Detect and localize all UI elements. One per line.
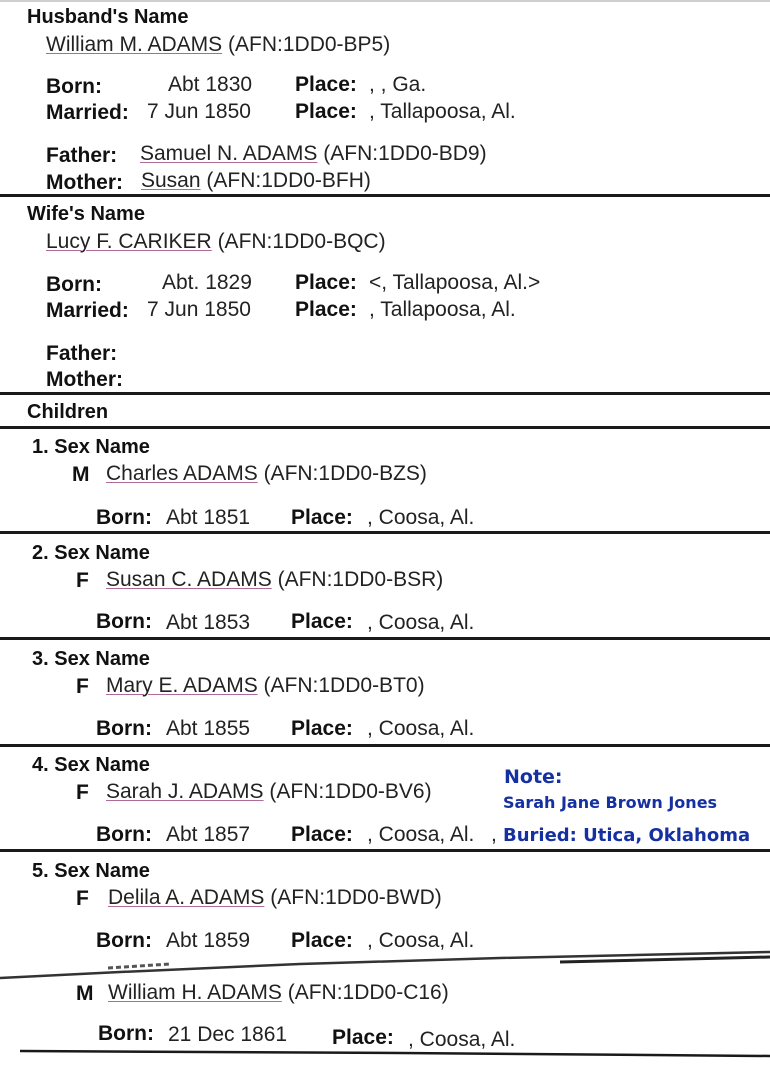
husband-father-label: Father: xyxy=(46,144,118,167)
husband-married-place-label: Place: xyxy=(295,100,357,123)
child-2-name-link[interactable]: Susan C. ADAMS xyxy=(106,568,272,591)
child-2-place-label: Place: xyxy=(291,610,353,633)
wife-afn: (AFN:1DD0-BQC) xyxy=(217,230,386,253)
child-3-afn: (AFN:1DD0-BT0) xyxy=(263,674,425,697)
child-3-place: , Coosa, Al. xyxy=(367,717,475,740)
child-5-born-label: Born: xyxy=(96,929,152,952)
husband-father-link[interactable]: Samuel N. ADAMS xyxy=(140,142,318,165)
child-4-sex: F xyxy=(76,781,89,804)
child-6-place-label: Place: xyxy=(332,1026,394,1049)
husband-married-date: 7 Jun 1850 xyxy=(147,100,251,123)
rule-wife-children xyxy=(0,392,770,395)
rule-child-4 xyxy=(0,849,770,852)
husband-mother-label: Mother: xyxy=(46,171,123,194)
rule-child-2 xyxy=(0,637,770,640)
child-4-born-date: Abt 1857 xyxy=(166,823,251,846)
child-1-afn: (AFN:1DD0-BZS) xyxy=(263,462,427,485)
child-2-place: , Coosa, Al. xyxy=(367,611,475,634)
husband-born-place: , , Ga. xyxy=(369,73,427,96)
wife-married-place-label: Place: xyxy=(295,298,357,321)
husband-afn: (AFN:1DD0-BP5) xyxy=(228,33,391,56)
child-4-name-line xyxy=(106,780,432,804)
child-2-born-label: Born: xyxy=(96,610,152,633)
child-1-place: , Coosa, Al. xyxy=(367,506,475,529)
child-1-heading: 1. Sex Name xyxy=(32,436,150,458)
child-3-place-label: Place: xyxy=(291,717,353,740)
children-header: Children xyxy=(27,401,109,423)
husband-mother-afn: (AFN:1DD0-BFH) xyxy=(206,169,371,192)
wife-born-place-label: Place: xyxy=(295,271,357,294)
child-6-place: , Coosa, Al. xyxy=(408,1028,516,1051)
child-1-sex: M xyxy=(72,463,90,486)
husband-name-link[interactable]: William M. ADAMS xyxy=(46,33,223,56)
husband-name-line xyxy=(46,33,390,57)
child-1-name-line xyxy=(106,462,427,486)
child-4-born-label: Born: xyxy=(96,823,152,846)
child-5-heading: 5. Sex Name xyxy=(32,860,150,882)
child-1-place-label: Place: xyxy=(291,506,353,529)
note-line-2: Buried: Utica, Oklahoma xyxy=(503,825,751,846)
child-5-name-link[interactable]: Delila A. ADAMS xyxy=(108,886,265,909)
child-2-heading: 2. Sex Name xyxy=(32,542,150,564)
wife-father-label: Father: xyxy=(46,342,118,365)
child-2-name-line xyxy=(106,568,443,592)
wife-name-link[interactable]: Lucy F. CARIKER xyxy=(46,230,212,253)
wife-born-place: <, Tallapoosa, Al.> xyxy=(369,271,541,294)
note-line-1: Sarah Jane Brown Jones xyxy=(503,793,718,812)
husband-mother-line xyxy=(141,169,371,193)
child-3-born-label: Born: xyxy=(96,717,152,740)
child-3-born-date: Abt 1855 xyxy=(166,717,251,740)
child-5-born-date: Abt 1859 xyxy=(166,929,251,952)
husband-father-line xyxy=(140,142,487,166)
child-4-place-label: Place: xyxy=(291,823,353,846)
rule-child-3 xyxy=(0,744,770,747)
child-6-sex: M xyxy=(76,982,94,1005)
child-1-name-link[interactable]: Charles ADAMS xyxy=(106,462,258,485)
child-5-place: , Coosa, Al. xyxy=(367,929,475,952)
wife-married-date: 7 Jun 1850 xyxy=(147,298,251,321)
rule-husband-wife xyxy=(0,194,770,197)
child-1-born-label: Born: xyxy=(96,506,152,529)
child-3-sex: F xyxy=(76,675,89,698)
child-2-afn: (AFN:1DD0-BSR) xyxy=(277,568,444,591)
wife-born-date: Abt. 1829 xyxy=(162,271,252,294)
child-3-name-link[interactable]: Mary E. ADAMS xyxy=(106,674,258,697)
husband-mother-link[interactable]: Susan xyxy=(141,169,201,192)
child-3-heading: 3. Sex Name xyxy=(32,648,150,670)
note-comma: , xyxy=(491,823,497,846)
child-5-name-line xyxy=(108,886,442,910)
child-6-name-line xyxy=(108,981,449,1005)
top-edge xyxy=(0,0,770,2)
husband-born-date: Abt 1830 xyxy=(168,73,253,96)
husband-header: Husband's Name xyxy=(27,6,189,28)
child-6-afn: (AFN:1DD0-C16) xyxy=(287,981,449,1004)
child-4-name-link[interactable]: Sarah J. ADAMS xyxy=(106,780,264,803)
child-4-afn: (AFN:1DD0-BV6) xyxy=(269,780,432,803)
wife-married-place: , Tallapoosa, Al. xyxy=(369,298,516,321)
paper-seam xyxy=(0,950,770,980)
husband-born-place-label: Place: xyxy=(295,73,357,96)
wife-header: Wife's Name xyxy=(27,203,145,225)
child-5-place-label: Place: xyxy=(291,929,353,952)
rule-children-top xyxy=(0,426,770,429)
child-5-sex: F xyxy=(76,887,89,910)
wife-mother-label: Mother: xyxy=(46,368,123,391)
child-3-name-line xyxy=(106,674,425,698)
child-6-name-link[interactable]: William H. ADAMS xyxy=(108,981,282,1004)
rule-child-1 xyxy=(0,531,770,534)
husband-born-label: Born: xyxy=(46,75,102,98)
bottom-rule xyxy=(0,1046,770,1060)
wife-born-label: Born: xyxy=(46,273,102,296)
husband-married-label: Married: xyxy=(46,101,129,124)
child-5-afn: (AFN:1DD0-BWD) xyxy=(270,886,442,909)
child-6-born-date: 21 Dec 1861 xyxy=(168,1023,288,1046)
husband-father-afn: (AFN:1DD0-BD9) xyxy=(323,142,487,165)
note-title: Note: xyxy=(504,766,563,788)
wife-name-line xyxy=(46,230,386,254)
child-2-sex: F xyxy=(76,569,89,592)
child-2-born-date: Abt 1853 xyxy=(166,611,251,634)
child-6-born-label: Born: xyxy=(98,1022,154,1045)
child-4-heading: 4. Sex Name xyxy=(32,754,150,776)
wife-married-label: Married: xyxy=(46,299,129,322)
child-1-born-date: Abt 1851 xyxy=(166,506,251,529)
husband-married-place: , Tallapoosa, Al. xyxy=(369,100,516,123)
child-4-place: , Coosa, Al. xyxy=(367,823,475,846)
